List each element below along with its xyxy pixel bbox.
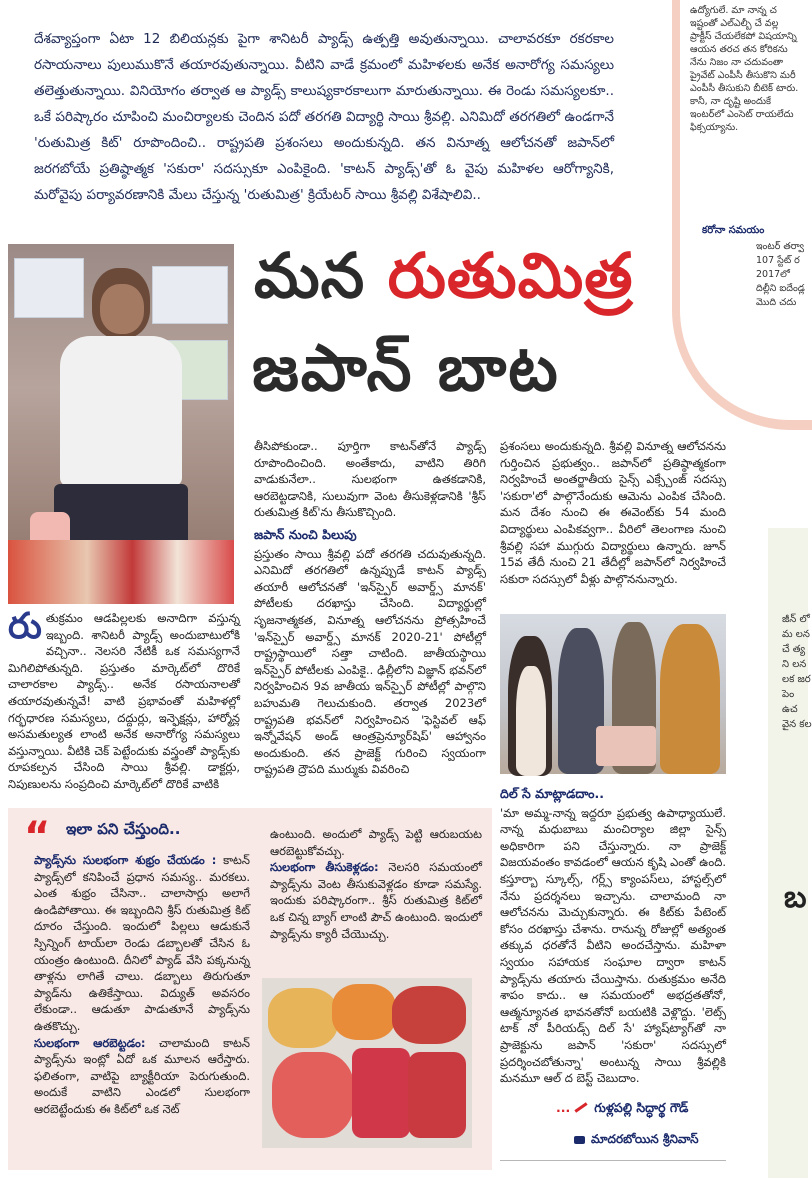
pad <box>352 1048 410 1138</box>
column-right <box>500 438 726 587</box>
poster <box>152 266 228 324</box>
person <box>516 666 546 776</box>
author-name: గుళ్లపల్లి సిద్ధార్థ గౌడ్ <box>594 1100 689 1115</box>
box-column-2 <box>270 826 482 942</box>
camera-icon <box>574 1136 585 1144</box>
subhead-japan-call: జపాన్ నుంచి పిలుపు <box>254 526 357 542</box>
neighbor-text-top: ఉద్యోగులే. మా నాన్న చ ఇష్టంతో ఎల్ఎల్బీ చే వల్ల ప్రాక్టీస్ చేయలేకపో విషయాన్ని ఆయన తరచ తన కోరికను నేను నిజం నా చదువంతా ప్రైవేట్‌ ఎంపీసీ తీసుకొని మరీ ఎంపీసీ తీసుకుని బీటెక్ టారు. కానీ, నా దృష్టి అందుకే ఇంటర్‌లో ఎంసెట్ రాయలేదు ఫిక్సయ్యాను. <box>690 5 799 133</box>
neighbor-text-bottom: జీన్ లో మ లన చే త్య ని లన లక జర పెం ఉచ వైన కల <box>782 614 812 730</box>
byline-dots: ... <box>556 1100 571 1115</box>
box-para: సులభంగా తీసుకెళ్లడం: నెలసరి సమయంలో ప్యాడ్స్‌ను వెంట తీసుకువెళ్లడం కూడా సమస్యే. ఇందుకు పరిష్కారంగా.. శ్రీస్ రుతుమిత్ర కిట్‌లో ఒక చిన్న బ్యాగ్ లాంటి పౌచ్ ఉంటుంది. ఇందులో ప్యాడ్స్‌ను క్యారీ చేయొచ్చు. <box>270 860 482 941</box>
neighbor-subhead: కరోనా సమయం <box>702 225 765 236</box>
pads-kit-photo <box>262 978 472 1148</box>
column-left <box>8 606 240 793</box>
column-right-text: ప్రశంసలు అందుకున్నది. శ్రీవల్లి వినూత్న ఆలోచనను గుర్తించిన ప్రభుత్వం.. జపాన్‌లో ప్రతిష్ఠాత్మకంగా నిర్వహించే అంతర్జాతీయ సైన్స్ ఎక్స్చేంజ్ సదస్సు 'సకురా'లో పాల్గొనేందుకు ఆమెను ఎంపిక చేసింది. మన దేశం నుంచి ఈ ఈవెంట్‌కు 54 మంది విద్యార్థులు ఎంపికవ్వగా.. వీరిలో తెలంగాణ నుంచి శ్రీవల్లి సహా ముగ్గురు విద్యార్థులు ఉన్నారు. జూన్ 15వ తేదీ నుంచి 21 తేదీల్లో జపాన్‌లో నిర్వహించే సకురా సదస్సులో వీళ్లు పాల్గొననున్నారు. <box>500 439 726 586</box>
headline-part2: రుతుమిత్ర <box>387 239 634 312</box>
quote-icon: “ <box>24 814 51 860</box>
girl-shirt <box>60 336 182 486</box>
byline-author <box>556 1100 688 1119</box>
column-right-continued-text: 'మా అమ్మ-నాన్న ఇద్దరూ ప్రభుత్వ ఉపాధ్యాయులే. నాన్న మధుబాబు మంచిర్యాల జిల్లా సైన్స్ అధికారిగా పని చేస్తున్నారు. నా ప్రాజెక్ట్ విజయవంతం కావడంలో ఆయన కృషి ఎంతో ఉంది. కస్తూర్బా స్కూల్స్, గర్ల్స్ క్యాంపస్‌లు, హాస్టల్స్‌లో నేను ప్రదర్శనలు ఇచ్చాను. చాలామంది నా ఆలోచనను మెచ్చుకున్నారు. ఈ కిట్‌కు పేటెంట్ కోసం దరఖాస్తు చేశాను. రానున్న రోజుల్లో అత్యంత తక్కువ ధరతోనే వీటిని అందచేస్తాను. మహిళా స్వయం సహాయక సంఘాల ద్వారా కాటన్ ప్యాడ్స్‌ను తయారు చేయిస్తాను. రుతుక్రమం అనేది శాపం కాదు.. ఆ సమయంలో అభద్రతతోనో, ఆత్మన్యూనత భావనతోనో బయటికి వెళ్లొద్దు. 'లెట్స్ టాక్ నో పీరియడ్స్ దిల్ సే' హ్యాష్‌ట్యాగ్‌తో నా ప్రాజెక్టును జపాన్ 'సకురా' సదస్సులో ప్రదర్శించబోతున్నా' అంటున్న సాయి శ్రీవల్లికి మనమూ ఆల్ ద బెస్ట్ చెబుదాం. <box>500 805 726 1086</box>
poster <box>14 258 84 318</box>
pad <box>408 1052 466 1138</box>
headline-line1 <box>254 236 633 316</box>
box-para: ప్యాడ్స్‌ను సులభంగా శుభ్రం చేయడం : కాటన్ ప్యాడ్స్‌లో కనిపించే ప్రధాన సమస్య.. మరకలు. ఎంత శుభ్రం చేసినా.. చాలాసార్లు అలాగే ఉండిపోతాయి. ఈ ఇబ్బందిని శ్రీస్ రుతుమిత్ర కిట్ దూరం చేస్తుంది. ఇందులో పిల్లలు ఆడుకునే స్పిన్నింగ్ టాయ్‌లా రెండు డబ్బాలతో చేసిన ఓ యంత్రం ఉంటుంది. దీనిలో ప్యాడ్ వేసి పక్కనున్న తాళ్లను లాగితే చాలు. డబ్బాలు తిరుగుతూ ప్యాడ్‌ను ఉతికేస్తాయి. విద్యుత్ అవసరం లేకుండా.. ఆడుతూ పాడుతూనే ప్యాడ్స్‌ను ఉతకొచ్చు. <box>34 853 250 1033</box>
column-middle-text2: ప్రస్తుతం సాయి శ్రీవల్లి పదో తరగతి చదువుతున్నది. ఎనిమిదో తరగతిలో ఉన్నప్పుడే కాటన్ ప్యాడ్స్ తయారీ ఆలోచనతో 'ఇన్‌స్పైర్ అవార్డ్స్ మానక్' పోటీలకు దరఖాస్తు చేసింది. విద్యార్థుల్లో సృజనాత్మకత, వినూత్న ఆలోచనను ప్రోత్సహించే 'ఇన్‌స్పైర్ అవార్డ్స్ మానక్ 2020-21' పోటీల్లో రాష్ట్రస్థాయిలో సత్తా చాటింది. జాతీయస్థాయి ఇన్‌స్పైర్ పోటీలకు ఎంపికై.. ఢిల్లీలోని విజ్ఞాన్ భవన్‌లో నిర్వహించిన 9వ జాతీయ ఇన్‌స్పైర్ పోటీల్లో పాల్గొని బహుమతి గెలుచుకుంది. తర్వాత 2023లో రాష్ట్రపతి భవన్‌లో నిర్వహించిన 'ఫెస్టివల్ ఆఫ్ ఇన్నోవేషన్ అండ్ ఆంత్రప్రెన్యూర్‌షిప్' ఆహ్వానం అందుకుంది. తన ప్రాజెక్ట్ గురించి స్వయంగా రాష్ట్రపతి ద్రౌపది ముర్ముకు వివరించి <box>254 546 486 777</box>
box-para: ఉంటుంది. అందులో ప్యాడ్స్ పెట్టి ఆరుబయట ఆరబెట్టుకోవచ్చు. <box>270 827 482 858</box>
headline-line2: జపాన్ బాట <box>252 332 560 406</box>
column-right-continued <box>500 780 726 1087</box>
article-intro: దేశవ్యాప్తంగా ఏటా 12 బిలియన్లకు పైగా శానిటరీ ప్యాడ్స్ ఉత్పత్తి అవుతున్నాయి. చాలావరకూ రకరకాల రసాయనాలు పులుముకొనే తయారవుతున్నాయి. వీటిని వాడే క్రమంలో మహిళలకు అనేక అనారోగ్య సమస్యలు తలెత్తుతున్నాయి. వినియోగం తర్వాత ఆ ప్యాడ్స్ కాలుష్యకారకాలుగా మారుతున్నాయి. ఈ రెండు సమస్యలకూ.. ఒకే పరిష్కారం చూపించి మంచిర్యాలకు చెందిన పదో తరగతి విద్యార్థి సాయి శ్రీవల్లి. ఎనిమిదో తరగతిలో ఉండగానే 'రుతుమిత్ర కిట్' రూపొందించి.. రాష్ట్రపతి ప్రశంసలు అందుకున్నది. తన వినూత్న ఆలోచనతో జపాన్‌లో జరగబోయే ప్రతిష్ఠాత్మక 'సకురా' సదస్సుకూ ఎంపికైంది. 'కాటన్ ప్యాడ్స్'తో ఓ వైపు మహిళల ఆరోగ్యానికి, మరోవైపు పర్యావరణానికి మేలు చేస్తున్న 'రుతుమిత్ర' క్రియేటర్ సాయి శ్రీవల్లి విశేషాలివి.. <box>34 31 614 203</box>
pad <box>272 1052 354 1138</box>
cloth-pads <box>8 540 234 604</box>
column-middle <box>254 438 486 778</box>
column-middle-text1: తీసిపోకుండా.. పూర్తిగా కాటన్‌తోనే ప్యాడ్స్ రూపొందించింది. అంతేకాదు, వాటిని తిరిగి వాడుకునేలా.. సులభంగా ఉతకడానికి, ఆరబెట్టడానికి, సులువుగా వెంట తీసుకెళ్లడానికి 'శ్రీస్ రుతుమిత్ర కిట్'ను తీసుకొచ్చింది. <box>254 439 486 520</box>
column-left-text: తుక్రమం ఆడపిల్లలకు అనాదిగా వస్తున్న ఇబ్బంది. శానిటరీ ప్యాడ్స్ అందుబాటులోకి వచ్చినా.. నెలసరి నేటికీ ఒక సమస్యగానే మిగిలిపోతున్నది. ప్రస్తుతం మార్కెట్‌లో దొరికే చాలారకాల ప్యాడ్స్.. అనేక రసాయనాలతో తయారవుతున్నవే! వాటి ప్రభావంతో మహిళల్లో గర్భధారణ సమస్యలు, దద్దుర్లు, ఇన్ఫెక్షన్లు, హార్మోన్ల అసమతుల్యత లాంటి అనేక అనారోగ్య సమస్యలు వస్తున్నాయి. వీటికి చెక్ పెట్టేందుకు వస్త్రంతో ప్యాడ్స్‌కు రూపకల్పన చేసింది సాయి శ్రీవల్లి. డాక్టర్లు, నిపుణులను సంప్రదించి మార్కెట్‌లో దొరికే వాటికి <box>8 611 240 791</box>
main-photo-girl-with-kit <box>8 244 234 604</box>
pad <box>268 988 338 1048</box>
headline-part1: మన <box>254 239 388 312</box>
neighbor-big-letter: బ <box>784 880 807 915</box>
pad <box>392 986 466 1044</box>
box-title: ఇలా పని చేస్తుంది.. <box>66 820 181 838</box>
person-president <box>660 624 720 774</box>
neighbor-text-mid: ఇంటర్ తర్వా 107 స్టేట్ ర 2017లో దిల్లీని ఐదేండ్ల మొది చదు <box>756 241 805 308</box>
byline-photo <box>574 1132 699 1149</box>
pad <box>332 984 396 1040</box>
divider <box>500 1160 726 1161</box>
subhead-dil-se: దిల్ సే మాట్లాడదాం.. <box>500 786 605 801</box>
photographer-name: మాదరబోయిన శ్రీనివాస్ <box>591 1132 699 1146</box>
kit-display <box>596 726 656 766</box>
dropcap: రు <box>8 606 42 647</box>
girl-face <box>100 284 144 334</box>
pen-icon <box>575 1102 588 1112</box>
box-column-1 <box>34 852 250 1118</box>
event-photo-president <box>500 614 726 774</box>
box-para: సులభంగా ఆరబెట్టడం: చాలామంది కాటన్ ప్యాడ్స్‌ను ఇంట్లో ఏదో ఒక మూలన ఆరేస్తారు. ఫలితంగా, వాటిపై బ్యాక్టీరియా పెరుగుతుంది. అందుకే వాటిని ఎండలో సులభంగా ఆరబెట్టేందుకు ఈ కిట్‌లో ఒక నెట్ <box>34 1035 251 1116</box>
